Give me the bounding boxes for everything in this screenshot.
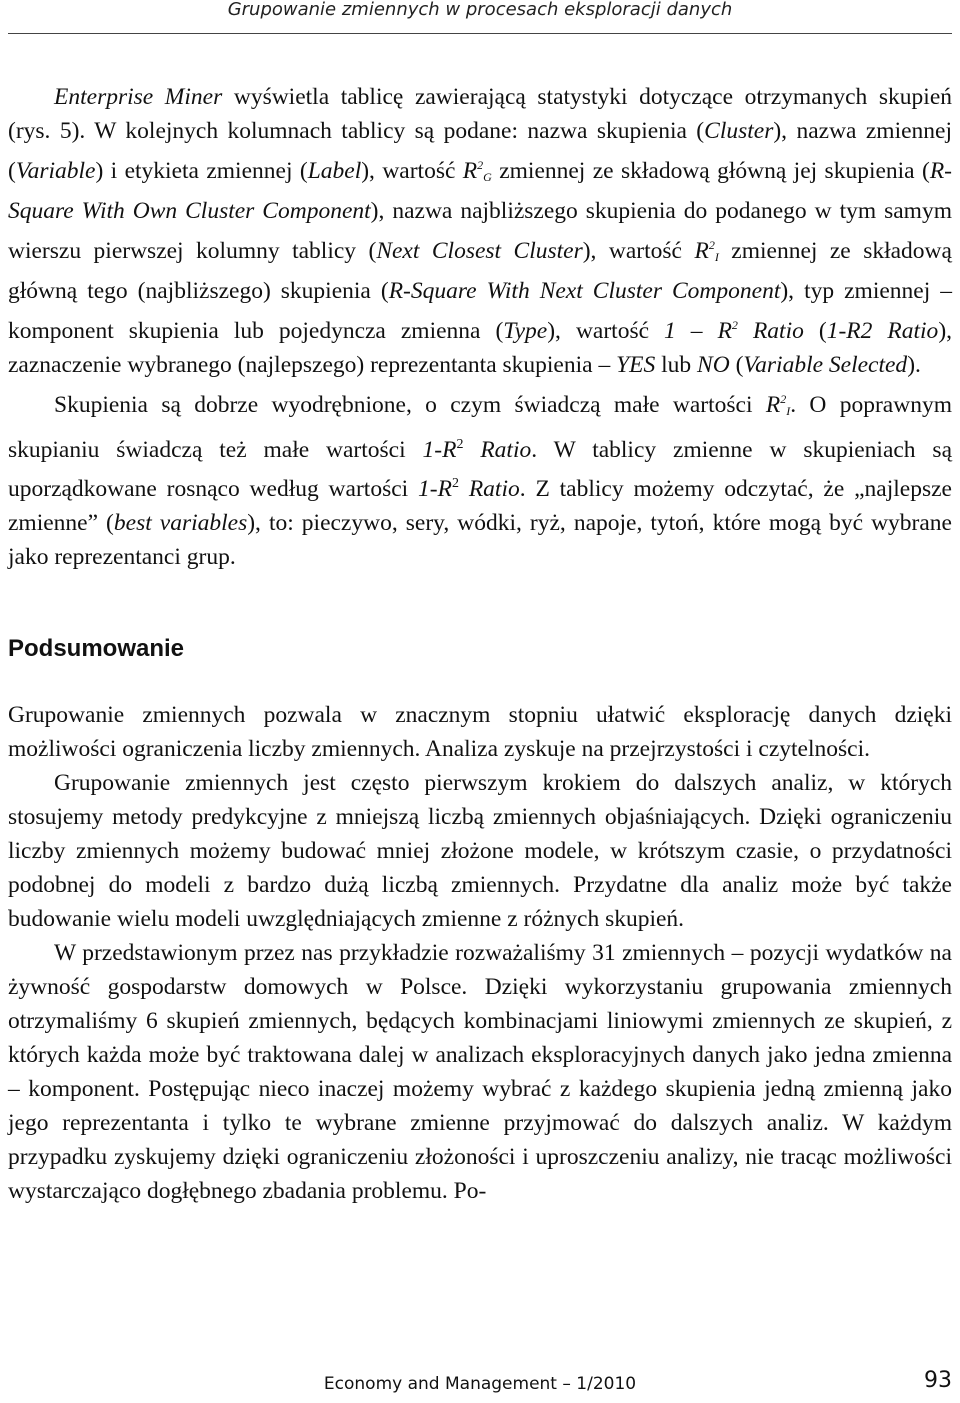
text-run: zmiennej ze składową główną tego (najbliższego) skupienia ( — [8, 238, 952, 304]
paragraph-statistics-table: Enterprise Miner wyświetla tablicę zawierającą statystyki dotyczące otrzymanych skupień (rys. 5). W kolejnych kolumnach tablicy są podane: nazwa skupienia (Cluster), nazwa zmiennej (Variable) i etykieta zmiennej (Label), wartość $R^2_G$ zmiennej ze składową główną jej skupienia (R-Square With Own Cluster Component), nazwa najbliższego skupienia do podanego w tym samym wierszu pierwszej kolumny tablicy (Next Closest Cluster), wartość $R^2_I$ zmiennej ze składową główną tego (najbliższego) skupienia (R-Square With Next Cluster Component), typ zmiennej – komponent skupienia lub pojedyncza zmienna (Type), wartość $1 - R^2$ Ratio (1-R2 Ratio), zaznaczenie wybranego (najlepszego) reprezentanta skupienia – YES lub NO (Variable Selected). — [8, 84, 953, 378]
summary-paragraph-1: Grupowanie zmiennych pozwala w znacznym stopniu ułatwić eksplorację danych dzięki możliwości ograniczenia liczby zmiennych. Analiza zyskuje na przejrzystości i czytelności. — [8, 701, 952, 762]
term-label: Label — [307, 158, 362, 184]
term-ratio: Ratio — [480, 436, 532, 463]
math-r2-i: $R^2_I$ — [694, 238, 719, 264]
text-run: . Z tablicy możemy odczytać, że „najlepsze zmienne” ( — [8, 475, 952, 536]
text-run: . W tablicy zmienne w skupieniach są uporządkowane rosnąco według wartości — [8, 436, 953, 502]
page-body — [8, 80, 952, 1208]
summary-paragraph-2: Grupowanie zmiennych jest często pierwszym krokiem do dalszych analiz, w których stosujemy metody predykcyjne z mniejszą liczbą zmiennych objaśniających. Dzięki ograniczeniu liczby zmiennych możemy budować mniej złożone modele, w krótszym czasie, o przydatności podobnej do modeli z bardzo dużą liczbą zmiennych. Przydatne dla analiz może być także budowanie wielu modeli uwzględniających zmienne z różnych skupień. — [8, 769, 952, 932]
term-best-variables: best variables — [113, 509, 248, 536]
text-run: ), nazwa zmiennej ( — [8, 118, 953, 184]
text-run: . O poprawnym skupianiu świadczą też małe wartości — [8, 392, 952, 463]
term-cluster: Cluster — [704, 118, 774, 144]
text-run: zmiennej ze składową główną jej skupienia ( — [491, 158, 930, 184]
running-head: Grupowanie zmiennych w procesach eksploracji danych — [227, 0, 733, 20]
text-run: wyświetla tablicę zawierającą statystyki dotyczące otrzymanych skupień (rys. 5). W kolejnych kolumnach tablicy są podane: nazwa skupienia ( — [8, 84, 952, 144]
page-number: 93 — [924, 1368, 952, 1393]
term-variable: Variable — [15, 158, 96, 184]
term-variable-selected: Variable Selected — [743, 352, 908, 378]
text-run: ), typ zmiennej – komponent skupienia lub pojedyncza zmienna ( — [8, 278, 953, 344]
software-name: Enterprise Miner — [54, 84, 223, 110]
term-yes: YES — [616, 352, 656, 378]
superscript: 2 — [451, 475, 459, 491]
paragraph-well-separated — [8, 382, 952, 574]
text-run: ), wartość — [547, 318, 665, 344]
term-rsquare-own: R-Square With Own Cluster Component — [8, 158, 953, 224]
term-no: NO — [697, 352, 730, 378]
section-gap — [8, 574, 952, 632]
text-run: ), nazwa najbliższego skupienia do podanego w tym samym wierszu pierwszej kolumny tablicy ( — [8, 198, 952, 264]
math-r2-g: $R^2_G$ — [462, 158, 492, 184]
math-one-minus-r2: $1 - R^2$ — [664, 318, 738, 344]
superscript: 2 — [456, 437, 464, 452]
term-rsquare-next: R-Square With Next Cluster Component — [388, 278, 781, 304]
text-run: ), wartość — [582, 238, 695, 264]
summary-paragraph-3: W przedstawionym przez nas przykładzie rozważaliśmy 31 zmiennych – pozycji wydatków na żywność gospodarstw domowych w Polsce. Dzięki wykorzystaniu grupowania zmiennych otrzymaliśmy 6 skupień zmiennych, będących kombinacjami liniowymi zmiennych ze skupień, z których każda może być traktowana dalej w analizach eksploracyjnych danych jako jedna zmienna – komponent. Postępując nieco inaczej możemy wybrać z każdego skupienia jedną zmienną jako jego reprezentanta i tylko te wybrane zmienne przyjmować do dalszych analiz. W każdym przypadku zyskujemy dzięki ograniczeniu złożoności i uproszczeniu analizy, nie tracąc możliwości wystarczająco dogłębnego zbadania problemu. Po- — [8, 939, 952, 1204]
term-1r2: 1-R — [422, 436, 457, 463]
header-rule — [8, 33, 952, 34]
term-ratio: Ratio — [468, 475, 520, 502]
journal-footer: Economy and Management – 1/2010 — [323, 1374, 637, 1394]
text-run: ), wartość — [361, 158, 463, 184]
term-1r2: 1-R — [418, 475, 452, 502]
text-run: ) i etykieta zmiennej ( — [95, 158, 308, 184]
term-type: Type — [503, 318, 548, 344]
term-ratio: Ratio — [752, 318, 804, 344]
text-run: ), to: pieczywo, sery, wódki, ryż, napoje, tytoń, które mogą być wybrane jako reprezentanci grup. — [8, 509, 952, 570]
term-next-closest: Next Closest Cluster — [376, 238, 583, 264]
section-heading: Podsumowanie — [8, 634, 185, 662]
page-footer — [0, 1368, 960, 1400]
math-r2-i: $R^2_I$ — [765, 392, 791, 418]
text-run: Skupienia są dobrze wyodrębnione, o czym świadczą małe wartości — [54, 392, 766, 418]
term-1r2-ratio: 1-R2 Ratio — [826, 318, 939, 344]
text-run: ), zaznaczenie wybranego (najlepszego) reprezentanta skupienia – — [8, 318, 953, 378]
